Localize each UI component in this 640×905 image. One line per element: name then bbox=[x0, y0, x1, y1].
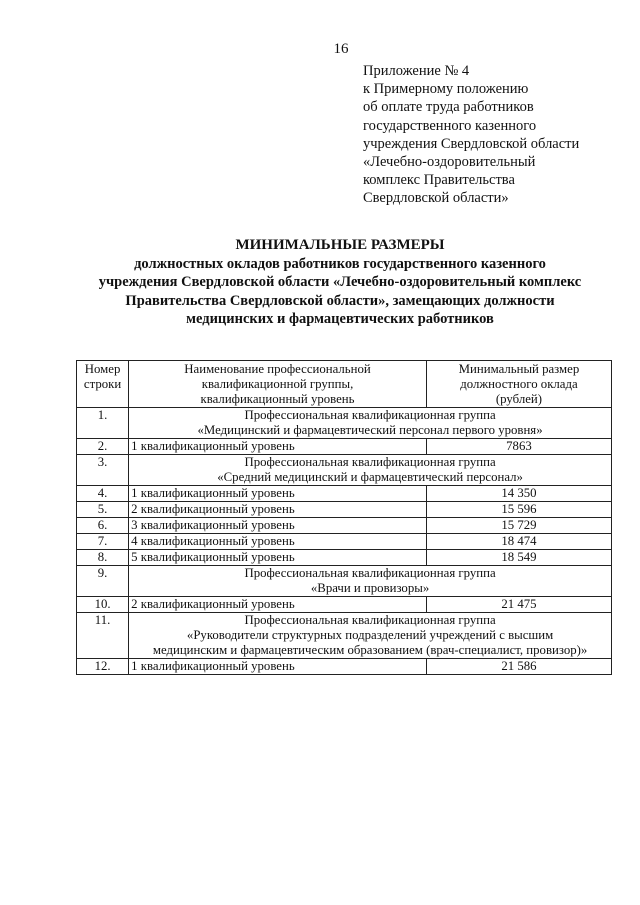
table-row bbox=[77, 597, 612, 613]
header-row-number: Номер строки bbox=[77, 361, 129, 408]
row-number: 5. bbox=[77, 502, 129, 518]
table-row bbox=[77, 534, 612, 550]
level-name: 5 квалификационный уровень bbox=[129, 550, 427, 566]
level-name: 2 квалификационный уровень bbox=[129, 502, 427, 518]
table-row bbox=[77, 550, 612, 566]
header-group-name: Наименование профессиональной квалификационной группы, квалификационный уровень bbox=[129, 361, 427, 408]
salary-value: 7863 bbox=[426, 439, 611, 455]
level-name: 1 квалификационный уровень bbox=[129, 439, 427, 455]
row-number: 2. bbox=[77, 439, 129, 455]
appendix-line: учреждения Свердловской области bbox=[363, 135, 580, 152]
level-name: 1 квалификационный уровень bbox=[129, 486, 427, 502]
appendix-line: комплекс Правительства bbox=[363, 172, 515, 189]
title-line: медицинских и фармацевтических работников bbox=[186, 311, 494, 328]
table-row bbox=[77, 518, 612, 534]
level-name: 4 квалификационный уровень bbox=[129, 534, 427, 550]
table-row bbox=[77, 659, 612, 675]
row-number: 3. bbox=[77, 455, 129, 486]
title-line: должностных окладов работников государственного казенного bbox=[134, 255, 546, 272]
row-number: 10. bbox=[77, 597, 129, 613]
appendix-line: «Лечебно-оздоровительный bbox=[363, 154, 536, 171]
row-number: 1. bbox=[77, 408, 129, 439]
row-number: 8. bbox=[77, 550, 129, 566]
page-number: 16 bbox=[333, 41, 349, 57]
row-number: 12. bbox=[77, 659, 129, 675]
row-number: 4. bbox=[77, 486, 129, 502]
table-row bbox=[77, 439, 612, 455]
appendix-note bbox=[363, 62, 623, 208]
group-name: Профессиональная квалификационная группа «Медицинский и фармацевтический персонал первого уровня» bbox=[129, 408, 612, 439]
row-number: 11. bbox=[77, 613, 129, 659]
salary-value: 18 549 bbox=[426, 550, 611, 566]
row-number: 9. bbox=[77, 566, 129, 597]
level-name: 3 квалификационный уровень bbox=[129, 518, 427, 534]
title-line: учреждения Свердловской области «Лечебно-оздоровительный комплекс bbox=[98, 274, 582, 291]
title-main: МИНИМАЛЬНЫЕ РАЗМЕРЫ bbox=[235, 237, 445, 253]
group-name: Профессиональная квалификационная группа «Руководители структурных подразделений учреждений с высшим медицинским и фармацевтическим образованием (врач-специалист, провизор)» bbox=[129, 613, 612, 659]
table-row bbox=[77, 486, 612, 502]
appendix-line: государственного казенного bbox=[363, 117, 537, 134]
table-row bbox=[77, 566, 612, 597]
table-row bbox=[77, 408, 612, 439]
salary-value: 14 350 bbox=[426, 486, 611, 502]
appendix-line: Свердловской области» bbox=[363, 190, 509, 207]
group-name: Профессиональная квалификационная группа «Врачи и провизоры» bbox=[129, 566, 612, 597]
document-title bbox=[60, 236, 620, 329]
salary-table bbox=[76, 360, 612, 675]
row-number: 7. bbox=[77, 534, 129, 550]
table-row bbox=[77, 502, 612, 518]
row-number: 6. bbox=[77, 518, 129, 534]
level-name: 1 квалификационный уровень bbox=[129, 659, 427, 675]
group-name: Профессиональная квалификационная группа «Средний медицинский и фармацевтический персонал» bbox=[129, 455, 612, 486]
appendix-line: об оплате труда работников bbox=[363, 99, 534, 116]
table-row bbox=[77, 613, 612, 659]
salary-value: 21 586 bbox=[426, 659, 611, 675]
table-row bbox=[77, 455, 612, 486]
table-header-row bbox=[77, 361, 612, 408]
appendix-line: Приложение № 4 bbox=[363, 63, 470, 79]
level-name: 2 квалификационный уровень bbox=[129, 597, 427, 613]
salary-value: 15 596 bbox=[426, 502, 611, 518]
salary-value: 21 475 bbox=[426, 597, 611, 613]
header-min-salary: Минимальный размер должностного оклада (рублей) bbox=[426, 361, 611, 408]
salary-value: 18 474 bbox=[426, 534, 611, 550]
salary-value: 15 729 bbox=[426, 518, 611, 534]
appendix-line: к Примерному положению bbox=[363, 81, 529, 98]
title-line: Правительства Свердловской области», замещающих должности bbox=[125, 292, 555, 309]
